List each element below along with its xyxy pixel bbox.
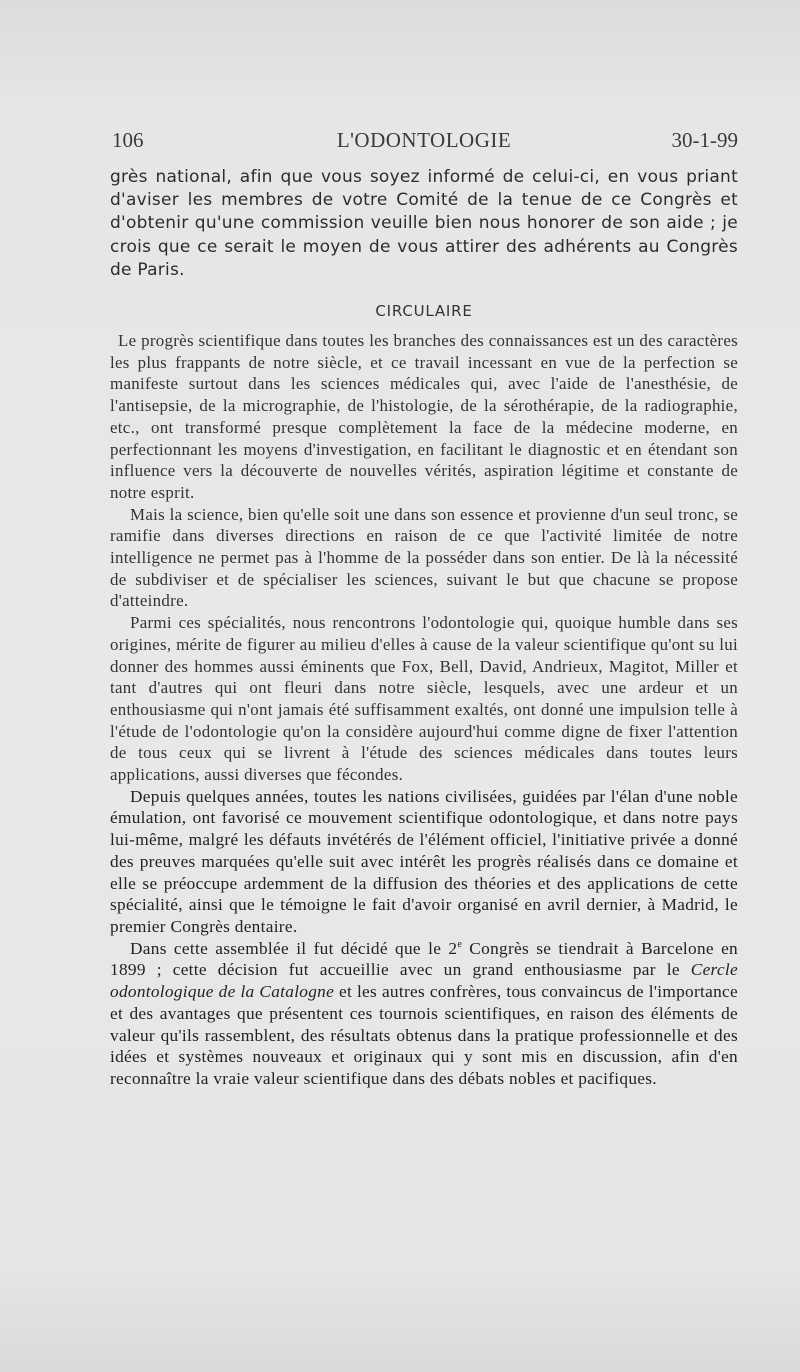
intro-paragraph: grès national, afin que vous soyez informé de celui-ci, en vous priant d'aviser les membres de votre Comité de la tenue de ce Congrès et d'obtenir qu'une commission veuille bien nous honorer de son aide ; je crois que ce serait le moyen de vous attirer des adhérents au Congrès de Paris.: [110, 167, 738, 280]
journal-title: L'ODONTOLOGIE: [336, 128, 512, 152]
section-heading: CIRCULAIRE: [375, 302, 473, 321]
text-column: [110, 128, 738, 1090]
issue-date: 30-1-99: [671, 128, 738, 152]
paragraph-3: Parmi ces spécialités, nous rencontrons l'odontologie qui, quoique humble dans ses origines, mérite de figurer au milieu d'elles à cause de la valeur scientifique qu'ont su lui donner des hommes aussi éminents que Fox, Bell, David, Andrieux, Magitot, Miller et tant d'autres qui ont fleuri dans notre siècle, lesquels, avec une ardeur et un enthousiasme qui n'ont jamais été suffisamment exaltés, ont donné une impulsion telle à l'étude de l'odontologie qu'on la considère aujourd'hui comme digne de fixer l'attention de tous ceux qui se livrent à l'étude des sciences médicales dans toutes leurs applications, aussi diverses que fécondes.: [110, 613, 738, 785]
circular-body: [110, 330, 738, 1090]
running-header: [110, 128, 738, 158]
paragraph-5: [110, 938, 738, 1090]
paragraph-1: Le progrès scientifique dans toutes les branches des connaissances est un des caractères les plus frappants de notre siècle, et ce travail incessant en vue de la perfection se manifeste surtout dans les sciences médicales qui, avec l'aide de l'anesthésie, de l'antisepsie, de la micrographie, de l'histologie, de la sérothérapie, de la radiographie, etc., ont transformé presque complètement la face de la médecine moderne, en perfectionnant les moyens d'investigation, en facilitant le diagnostic et en étendant son influence vers la découverte de nouvelles vérités, aspiration légitime et constante de notre esprit.: [110, 331, 738, 502]
paragraph-5-part-2: Congrès se tiendrait à Barcelone en 1899 ; cette décision fut accueillie avec un grand enthousiasme par le: [110, 938, 738, 980]
paragraph-5-part-3: et les autres confrères, tous convaincus de l'importance et des avantages que présentent ces tournois scientifiques, en raison des éléments de valeur qu'ils rassemblent, des résultats obtenus dans la pratique professionnelle et des idées et systèmes nouveaux et originaux qui y sont mis en discussion, afin d'en reconnaître la vraie valeur scientifique dans des débats nobles et pacifiques.: [110, 982, 738, 1088]
organization-name: Cercle odontologique de la Catalogne: [110, 960, 738, 1002]
page-number: 106: [112, 128, 144, 152]
paragraph-4: Depuis quelques années, toutes les nations civilisées, guidées par l'élan d'une noble émulation, ont favorisé ce mouvement scientifique odontologique, et dans notre pays lui-même, malgré les défauts invétérés de l'élément officiel, l'initiative privée a donné des preuves marquées qu'elle suit avec intérêt les progrès réalisés dans ce domaine et elle se préoccupe ardemment de la diffusion des théories et des applications de cette spécialité, ainsi que le témoigne le fait d'avoir organisé en avril dernier, à Madrid, le premier Congrès dentaire.: [110, 786, 738, 936]
paragraph-2: Mais la science, bien qu'elle soit une dans son essence et provienne d'un seul tronc, se ramifie dans diverses directions en raison de ce que l'activité limitée de notre intelligence ne permet pas à l'homme de la posséder dans son entier. De là la nécessité de subdiviser et de spécialiser les sciences, suivant le but que chacune se propose d'atteindre.: [110, 504, 738, 611]
ordinal-superscript: e: [457, 938, 463, 950]
paragraph-5-part-1: Dans cette assemblée il fut décidé que le 2: [130, 938, 458, 958]
